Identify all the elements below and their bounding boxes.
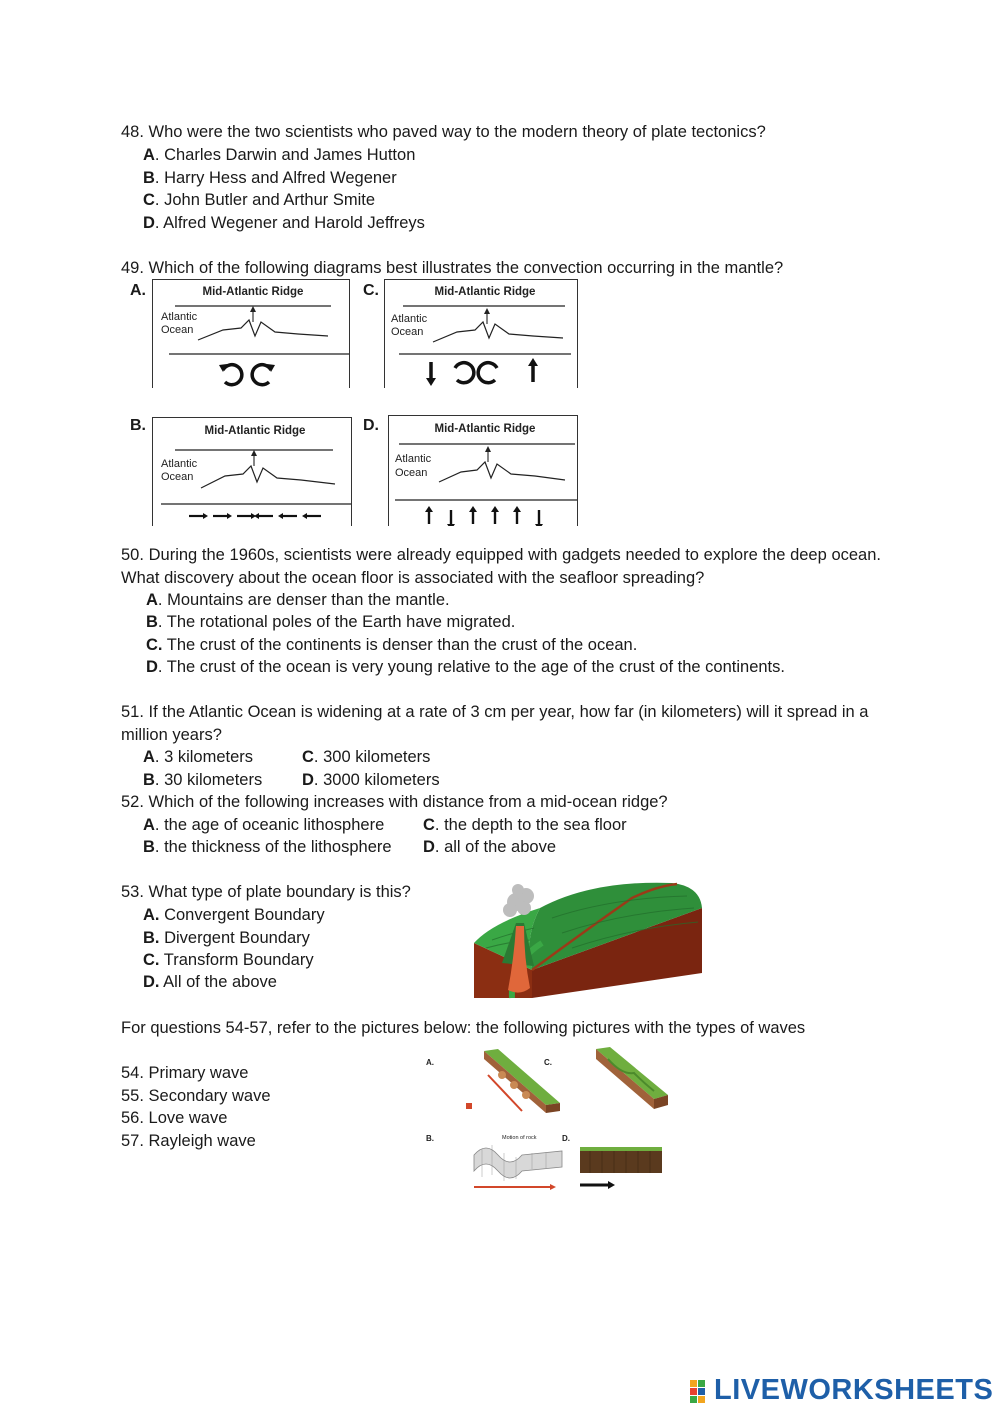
option-letter: D bbox=[143, 214, 155, 232]
liveworksheets-logo-icon bbox=[690, 1378, 714, 1404]
q49-label-c[interactable]: C. bbox=[363, 282, 379, 299]
ridge-title: Mid-Atlantic Ridge bbox=[202, 286, 304, 298]
wave-picture-c bbox=[596, 1047, 668, 1109]
q48-option-c[interactable] bbox=[143, 189, 375, 212]
q50-option-b[interactable] bbox=[146, 611, 515, 634]
option-text: Divergent Boundary bbox=[159, 929, 310, 947]
option-text: . Alfred Wegener and Harold Jeffreys bbox=[154, 214, 425, 232]
brand-name: LIVEWORKSHEETS bbox=[714, 1374, 994, 1406]
convection-diagram-c[interactable] bbox=[384, 279, 578, 388]
q50-option-c[interactable] bbox=[146, 634, 637, 657]
option-text: Transform Boundary bbox=[159, 951, 314, 969]
ocean-label-2: Ocean bbox=[161, 324, 194, 336]
option-letter: C. bbox=[143, 951, 160, 969]
ocean-label-2: Ocean bbox=[395, 467, 428, 479]
option-letter: B. bbox=[143, 929, 160, 947]
option-letter: B bbox=[146, 613, 158, 631]
q52-option-a[interactable] bbox=[143, 814, 384, 837]
option-letter: C bbox=[423, 816, 435, 834]
option-letter: A bbox=[143, 146, 155, 164]
q51-option-a[interactable] bbox=[143, 746, 253, 769]
ridge-title: Mid-Atlantic Ridge bbox=[434, 423, 536, 435]
option-text: Convergent Boundary bbox=[159, 906, 325, 924]
wave-label-a: A. bbox=[426, 1058, 434, 1067]
convection-diagram-a[interactable] bbox=[152, 279, 350, 388]
wave-item-57: 57. Rayleigh wave bbox=[121, 1132, 256, 1150]
option-text: . all of the above bbox=[434, 838, 557, 856]
q49-label-d[interactable]: D. bbox=[363, 417, 379, 434]
option-letter: A. bbox=[143, 906, 160, 924]
q51-option-b[interactable] bbox=[143, 769, 262, 792]
option-text: The crust of the continents is denser than the crust of the ocean. bbox=[162, 636, 638, 654]
q52-stem: 52. Which of the following increases with distance from a mid-ocean ridge? bbox=[121, 793, 668, 811]
q49-stem: 49. Which of the following diagrams best illustrates the convection occurring in the mantle? bbox=[121, 259, 784, 277]
q53-option-a[interactable] bbox=[143, 904, 325, 927]
q52-option-b[interactable] bbox=[143, 836, 392, 859]
option-letter: C. bbox=[146, 636, 163, 654]
option-text: . The crust of the ocean is very young relative to the age of the crust of the continents. bbox=[157, 658, 785, 676]
option-letter: A bbox=[146, 591, 158, 609]
q50-stem: 50. During the 1960s, scientists were already equipped with gadgets needed to explore the deep ocean. What discovery about the ocean floor is associated with the seafloor spreading? bbox=[121, 546, 881, 587]
wave-label-d: D. bbox=[562, 1134, 570, 1143]
wave-item-54: 54. Primary wave bbox=[121, 1064, 249, 1082]
ridge-title: Mid-Atlantic Ridge bbox=[204, 425, 306, 437]
ocean-label-1: Atlantic bbox=[395, 453, 432, 465]
option-text: . Charles Darwin and James Hutton bbox=[154, 146, 416, 164]
option-text: . Mountains are denser than the mantle. bbox=[157, 591, 450, 609]
option-text: . The rotational poles of the Earth have migrated. bbox=[157, 613, 516, 631]
ocean-label-2: Ocean bbox=[391, 326, 424, 338]
option-letter: B bbox=[143, 169, 155, 187]
option-letter: D. bbox=[143, 973, 160, 991]
q49-label-a[interactable]: A. bbox=[130, 282, 146, 299]
q53-option-b[interactable] bbox=[143, 927, 310, 950]
option-letter: A bbox=[143, 748, 155, 766]
option-text: . John Butler and Arthur Smite bbox=[154, 191, 376, 209]
q48-option-d[interactable] bbox=[143, 212, 425, 235]
option-letter: C bbox=[143, 191, 155, 209]
wave-label-b: B. bbox=[426, 1134, 434, 1143]
wave-picture-b bbox=[474, 1135, 562, 1190]
option-text: . 3 kilometers bbox=[154, 748, 254, 766]
q48-option-a[interactable] bbox=[143, 144, 415, 167]
option-letter: A bbox=[143, 816, 155, 834]
ocean-label-1: Atlantic bbox=[391, 313, 428, 325]
option-text: . 30 kilometers bbox=[154, 771, 263, 789]
q53-option-d[interactable] bbox=[143, 971, 277, 994]
option-text: . Harry Hess and Alfred Wegener bbox=[154, 169, 397, 187]
option-letter: C bbox=[302, 748, 314, 766]
ocean-label-1: Atlantic bbox=[161, 311, 198, 323]
option-letter: D bbox=[423, 838, 435, 856]
option-text: . 300 kilometers bbox=[313, 748, 431, 766]
wave-label-c: C. bbox=[544, 1058, 552, 1067]
seismic-waves-illustration[interactable] bbox=[422, 1045, 672, 1195]
plate-boundary-illustration bbox=[472, 878, 704, 1000]
liveworksheets-logo bbox=[690, 1374, 993, 1407]
convection-diagram-b[interactable] bbox=[152, 417, 352, 526]
q51-stem: 51. If the Atlantic Ocean is widening at a rate of 3 cm per year, how far (in kilometers) will it spread in a million years? bbox=[121, 703, 869, 744]
option-text: . the depth to the sea floor bbox=[434, 816, 627, 834]
q53-option-c[interactable] bbox=[143, 949, 314, 972]
ridge-title: Mid-Atlantic Ridge bbox=[434, 286, 536, 298]
waves-intro: For questions 54-57, refer to the pictures below: the following pictures with the types of waves bbox=[121, 1019, 806, 1037]
option-text: . 3000 kilometers bbox=[313, 771, 440, 789]
option-text: All of the above bbox=[159, 973, 277, 991]
ocean-label-1: Atlantic bbox=[161, 458, 198, 470]
wave-item-56: 56. Love wave bbox=[121, 1109, 228, 1127]
q53-stem: 53. What type of plate boundary is this? bbox=[121, 883, 411, 901]
option-letter: D bbox=[146, 658, 158, 676]
q51-option-d[interactable] bbox=[302, 769, 440, 792]
q48-stem: 48. Who were the two scientists who paved way to the modern theory of plate tectonics? bbox=[121, 123, 766, 141]
option-text: . the thickness of the lithosphere bbox=[154, 838, 392, 856]
q50-option-a[interactable] bbox=[146, 589, 450, 612]
q52-option-d[interactable] bbox=[423, 836, 556, 859]
ocean-label-2: Ocean bbox=[161, 471, 194, 483]
wave-picture-d bbox=[580, 1147, 662, 1189]
q52-option-c[interactable] bbox=[423, 814, 627, 837]
q51-option-c[interactable] bbox=[302, 746, 430, 769]
q50-option-d[interactable] bbox=[146, 656, 785, 679]
q48-option-b[interactable] bbox=[143, 167, 397, 190]
motion-of-rock-label: Motion of rock bbox=[502, 1135, 537, 1141]
wave-item-55: 55. Secondary wave bbox=[121, 1087, 271, 1105]
option-letter: D bbox=[302, 771, 314, 789]
option-letter: B bbox=[143, 771, 155, 789]
q49-label-b[interactable]: B. bbox=[130, 417, 146, 434]
option-text: . the age of oceanic lithosphere bbox=[154, 816, 385, 834]
option-letter: B bbox=[143, 838, 155, 856]
convection-diagram-d[interactable] bbox=[388, 415, 578, 526]
